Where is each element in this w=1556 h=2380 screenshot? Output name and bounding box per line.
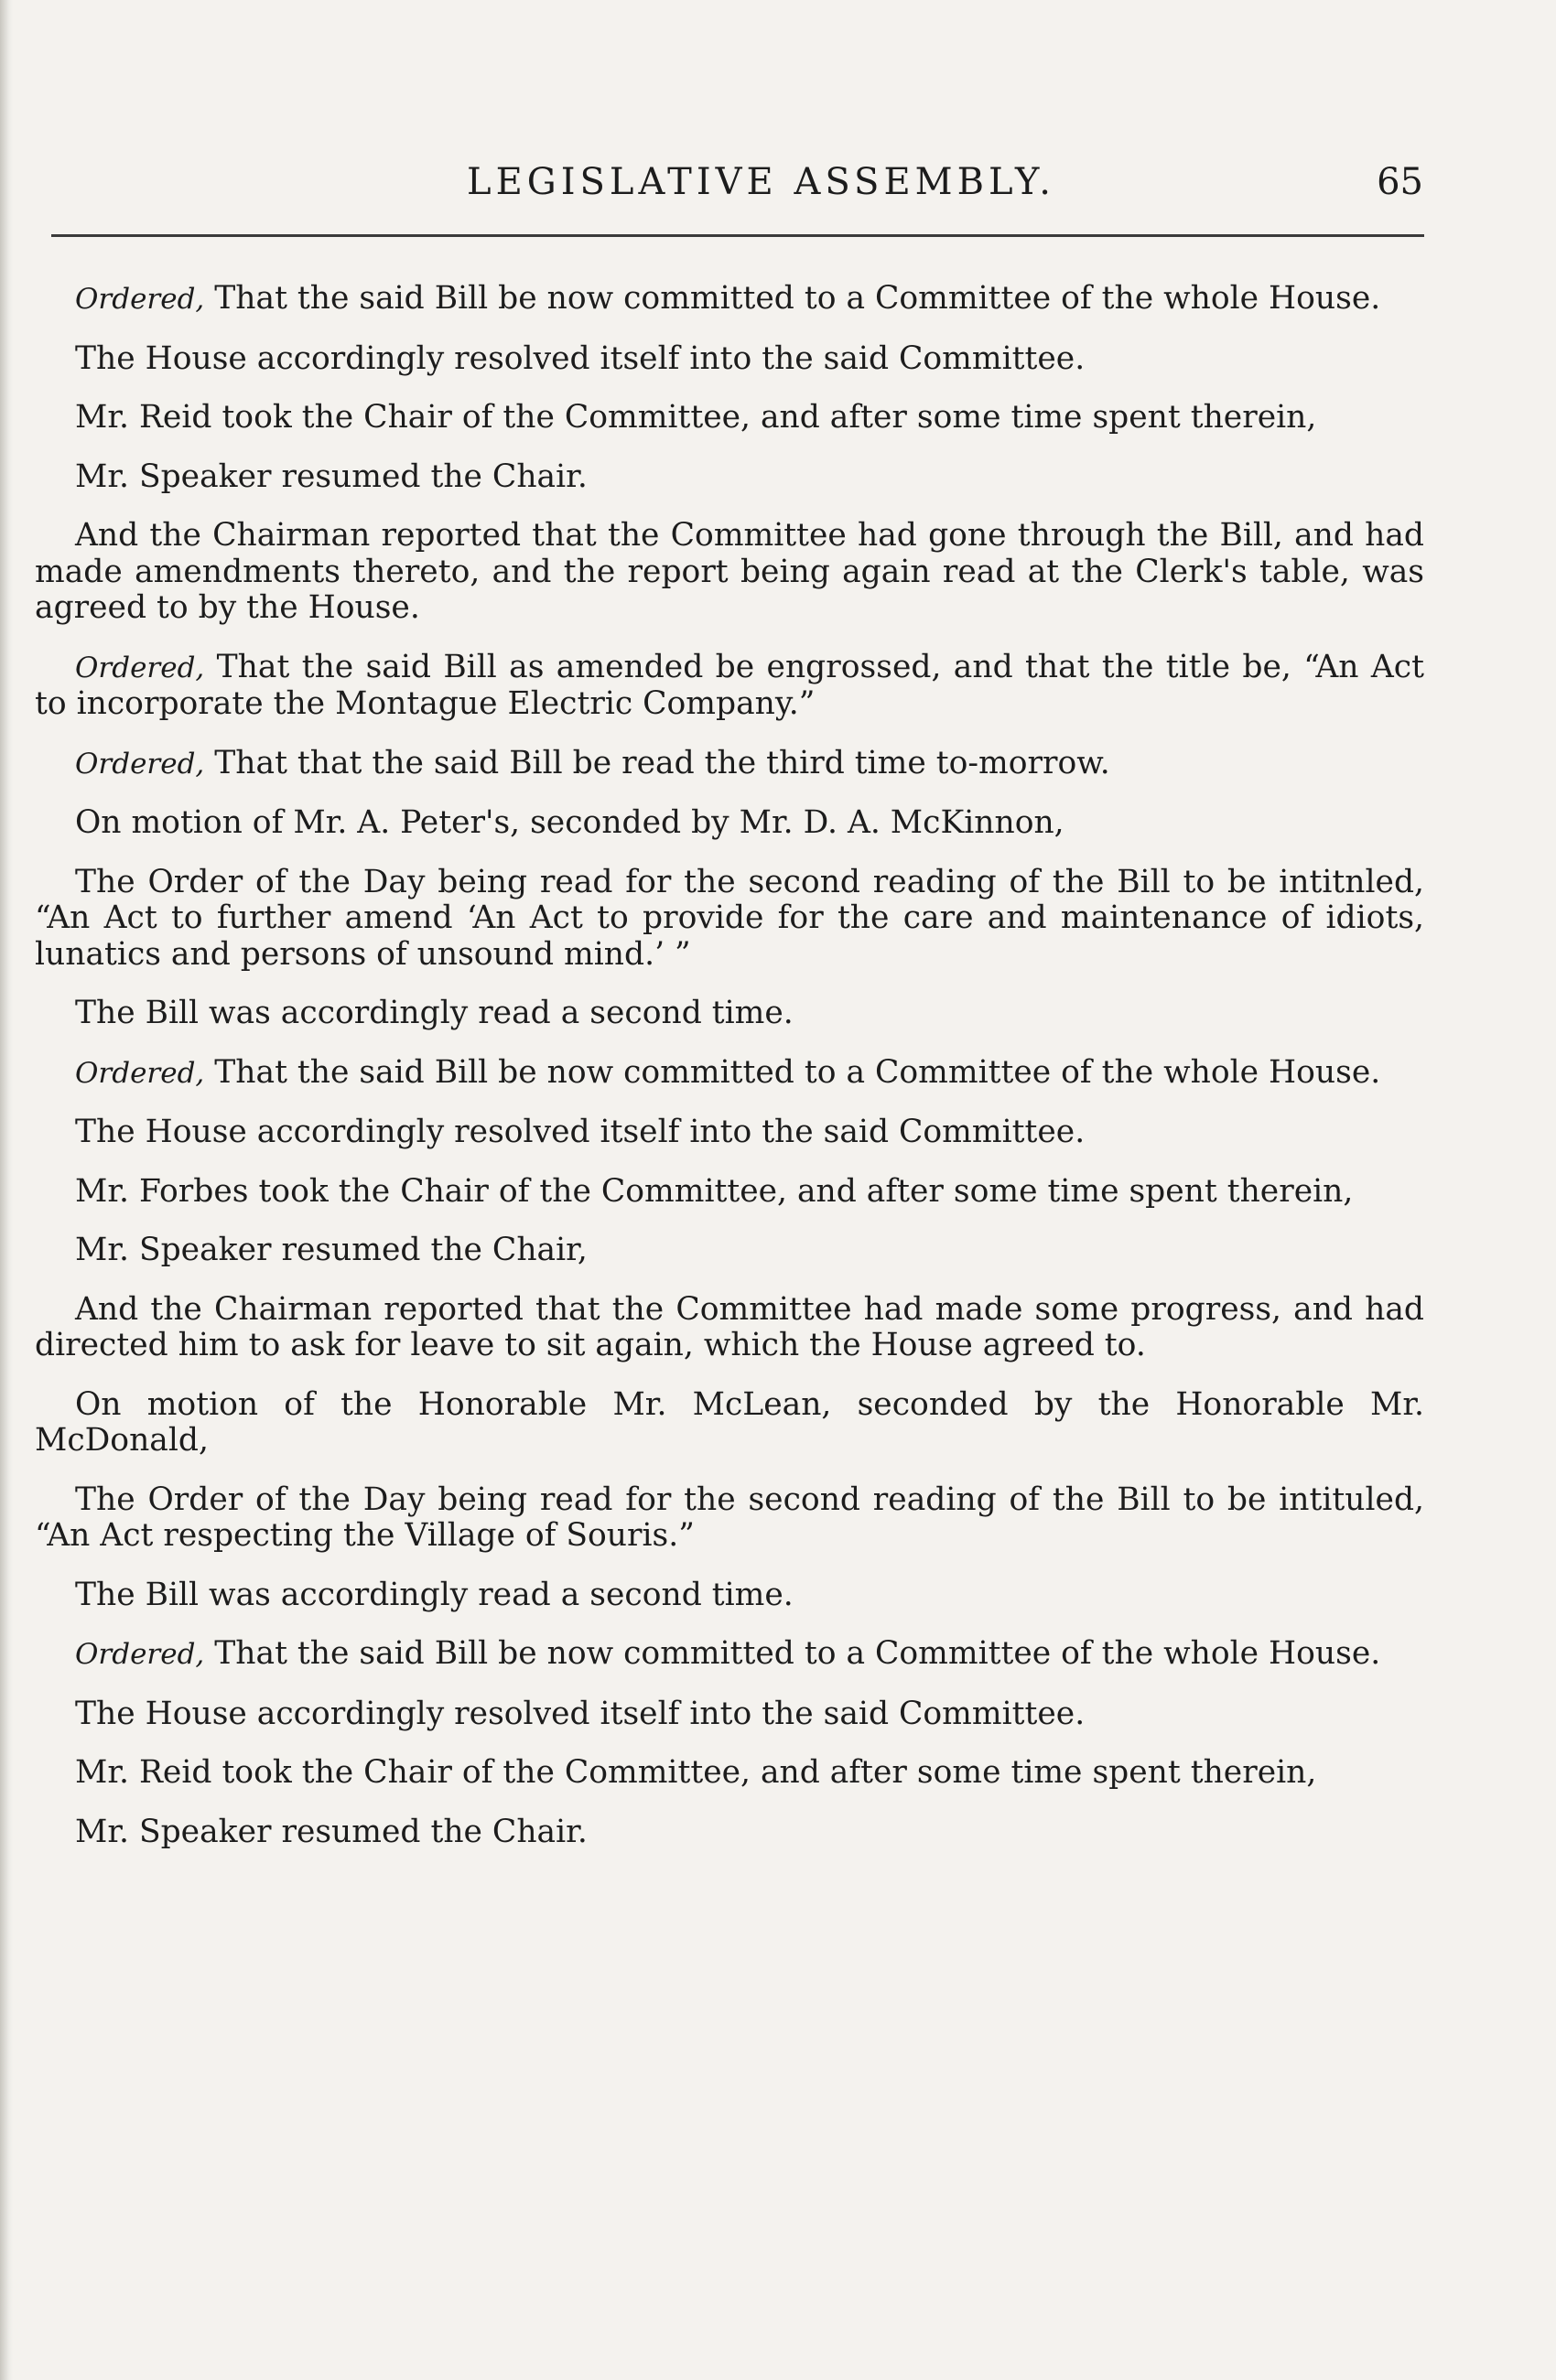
paragraph [35, 1387, 1424, 1459]
ordered-lead: Ordered, [75, 283, 205, 316]
page-header [37, 161, 1423, 216]
paragraph-text: The Order of the Day being read for the second reading of the Bill to be intituled, “An Act respecting the Village of Souris.” [35, 1481, 1424, 1554]
header-rule [51, 234, 1424, 237]
paragraph [35, 1636, 1424, 1674]
paragraph [35, 1174, 1424, 1211]
ordered-lead: Ordered, [75, 651, 205, 684]
paragraph-text: Mr. Reid took the Chair of the Committee, and after some time spent therein, [75, 1754, 1317, 1791]
paragraph-text: That the said Bill as amended be engrossed, and that the title be, “An Act to incorporate the Montague Electric Company.” [35, 648, 1424, 722]
paragraph [35, 865, 1424, 974]
paragraph [35, 650, 1424, 723]
paragraph [35, 1292, 1424, 1364]
paragraph-text: The House accordingly resolved itself into the said Committee. [75, 1114, 1086, 1150]
ordered-lead: Ordered, [75, 1056, 205, 1090]
paragraph [35, 1233, 1424, 1269]
paragraph [35, 459, 1424, 496]
paragraph-text: The Bill was accordingly read a second time. [75, 1576, 794, 1613]
paragraph-text: Mr. Speaker resumed the Chair, [75, 1232, 588, 1268]
paragraph-text: That the said Bill be now committed to a Committee of the whole House. [204, 280, 1381, 317]
paragraph-text: Mr. Speaker resumed the Chair. [75, 458, 588, 495]
paragraph [35, 1755, 1424, 1792]
paragraph [35, 400, 1424, 436]
paragraph-text: The House accordingly resolved itself into the said Committee. [75, 339, 1086, 377]
paragraph-text: The Order of the Day being read for the second reading of the Bill to be intitnled, “An Act to further amend ‘An Act to provide for the care and maintenance of idiots, lunatics and persons of unsound mind.’ ” [35, 863, 1424, 973]
paragraph [35, 281, 1424, 318]
page-edge-shadow [0, 0, 13, 2380]
paragraph [35, 1055, 1424, 1093]
paragraph [35, 341, 1424, 378]
paragraph [35, 1482, 1424, 1555]
paragraph-text: Mr. Forbes took the Chair of the Committee, and after some time spent therein, [75, 1172, 1354, 1210]
ordered-lead: Ordered, [75, 1638, 205, 1671]
paragraph-text: The Bill was accordingly read a second time. [75, 995, 794, 1031]
paragraph [35, 1115, 1424, 1151]
paragraph [35, 1696, 1424, 1733]
paragraph-text: On motion of Mr. A. Peter's, seconded by Mr. D. A. McKinnon, [75, 804, 1064, 841]
paragraph-text: The House accordingly resolved itself into the said Committee. [75, 1695, 1086, 1732]
paragraph-text: And the Chairman reported that the Committee had gone through the Bill, and had made amendments thereto, and the report being again read at the Clerk's table, was agreed to by the House. [35, 517, 1424, 626]
paragraph-text: Mr. Reid took the Chair of the Committee, and after some time spent therein, [75, 399, 1317, 436]
paragraph-text: That the said Bill be now committed to a Committee of the whole House. [204, 1635, 1381, 1672]
page-number: 65 [1377, 161, 1423, 203]
paragraph [35, 1578, 1424, 1614]
paragraph [35, 746, 1424, 783]
paragraph [35, 518, 1424, 627]
page-body [35, 281, 1424, 1873]
paragraph [35, 1815, 1424, 1851]
paragraph-text: Mr. Speaker resumed the Chair. [75, 1813, 588, 1850]
paragraph-text: That that the said Bill be read the third time to-morrow. [204, 744, 1110, 781]
paragraph [35, 996, 1424, 1032]
paragraph-text: That the said Bill be now committed to a Committee of the whole House. [204, 1053, 1381, 1091]
paragraph-text: And the Chairman reported that the Committee had made some progress, and had directed him to ask for leave to sit again, which the House agreed to. [35, 1290, 1424, 1363]
paragraph-text: On motion of the Honorable Mr. McLean, seconded by the Honorable Mr. McDonald, [35, 1385, 1424, 1459]
paragraph [35, 805, 1424, 842]
ordered-lead: Ordered, [75, 747, 205, 781]
running-head-title: LEGISLATIVE ASSEMBLY. [467, 161, 1055, 203]
